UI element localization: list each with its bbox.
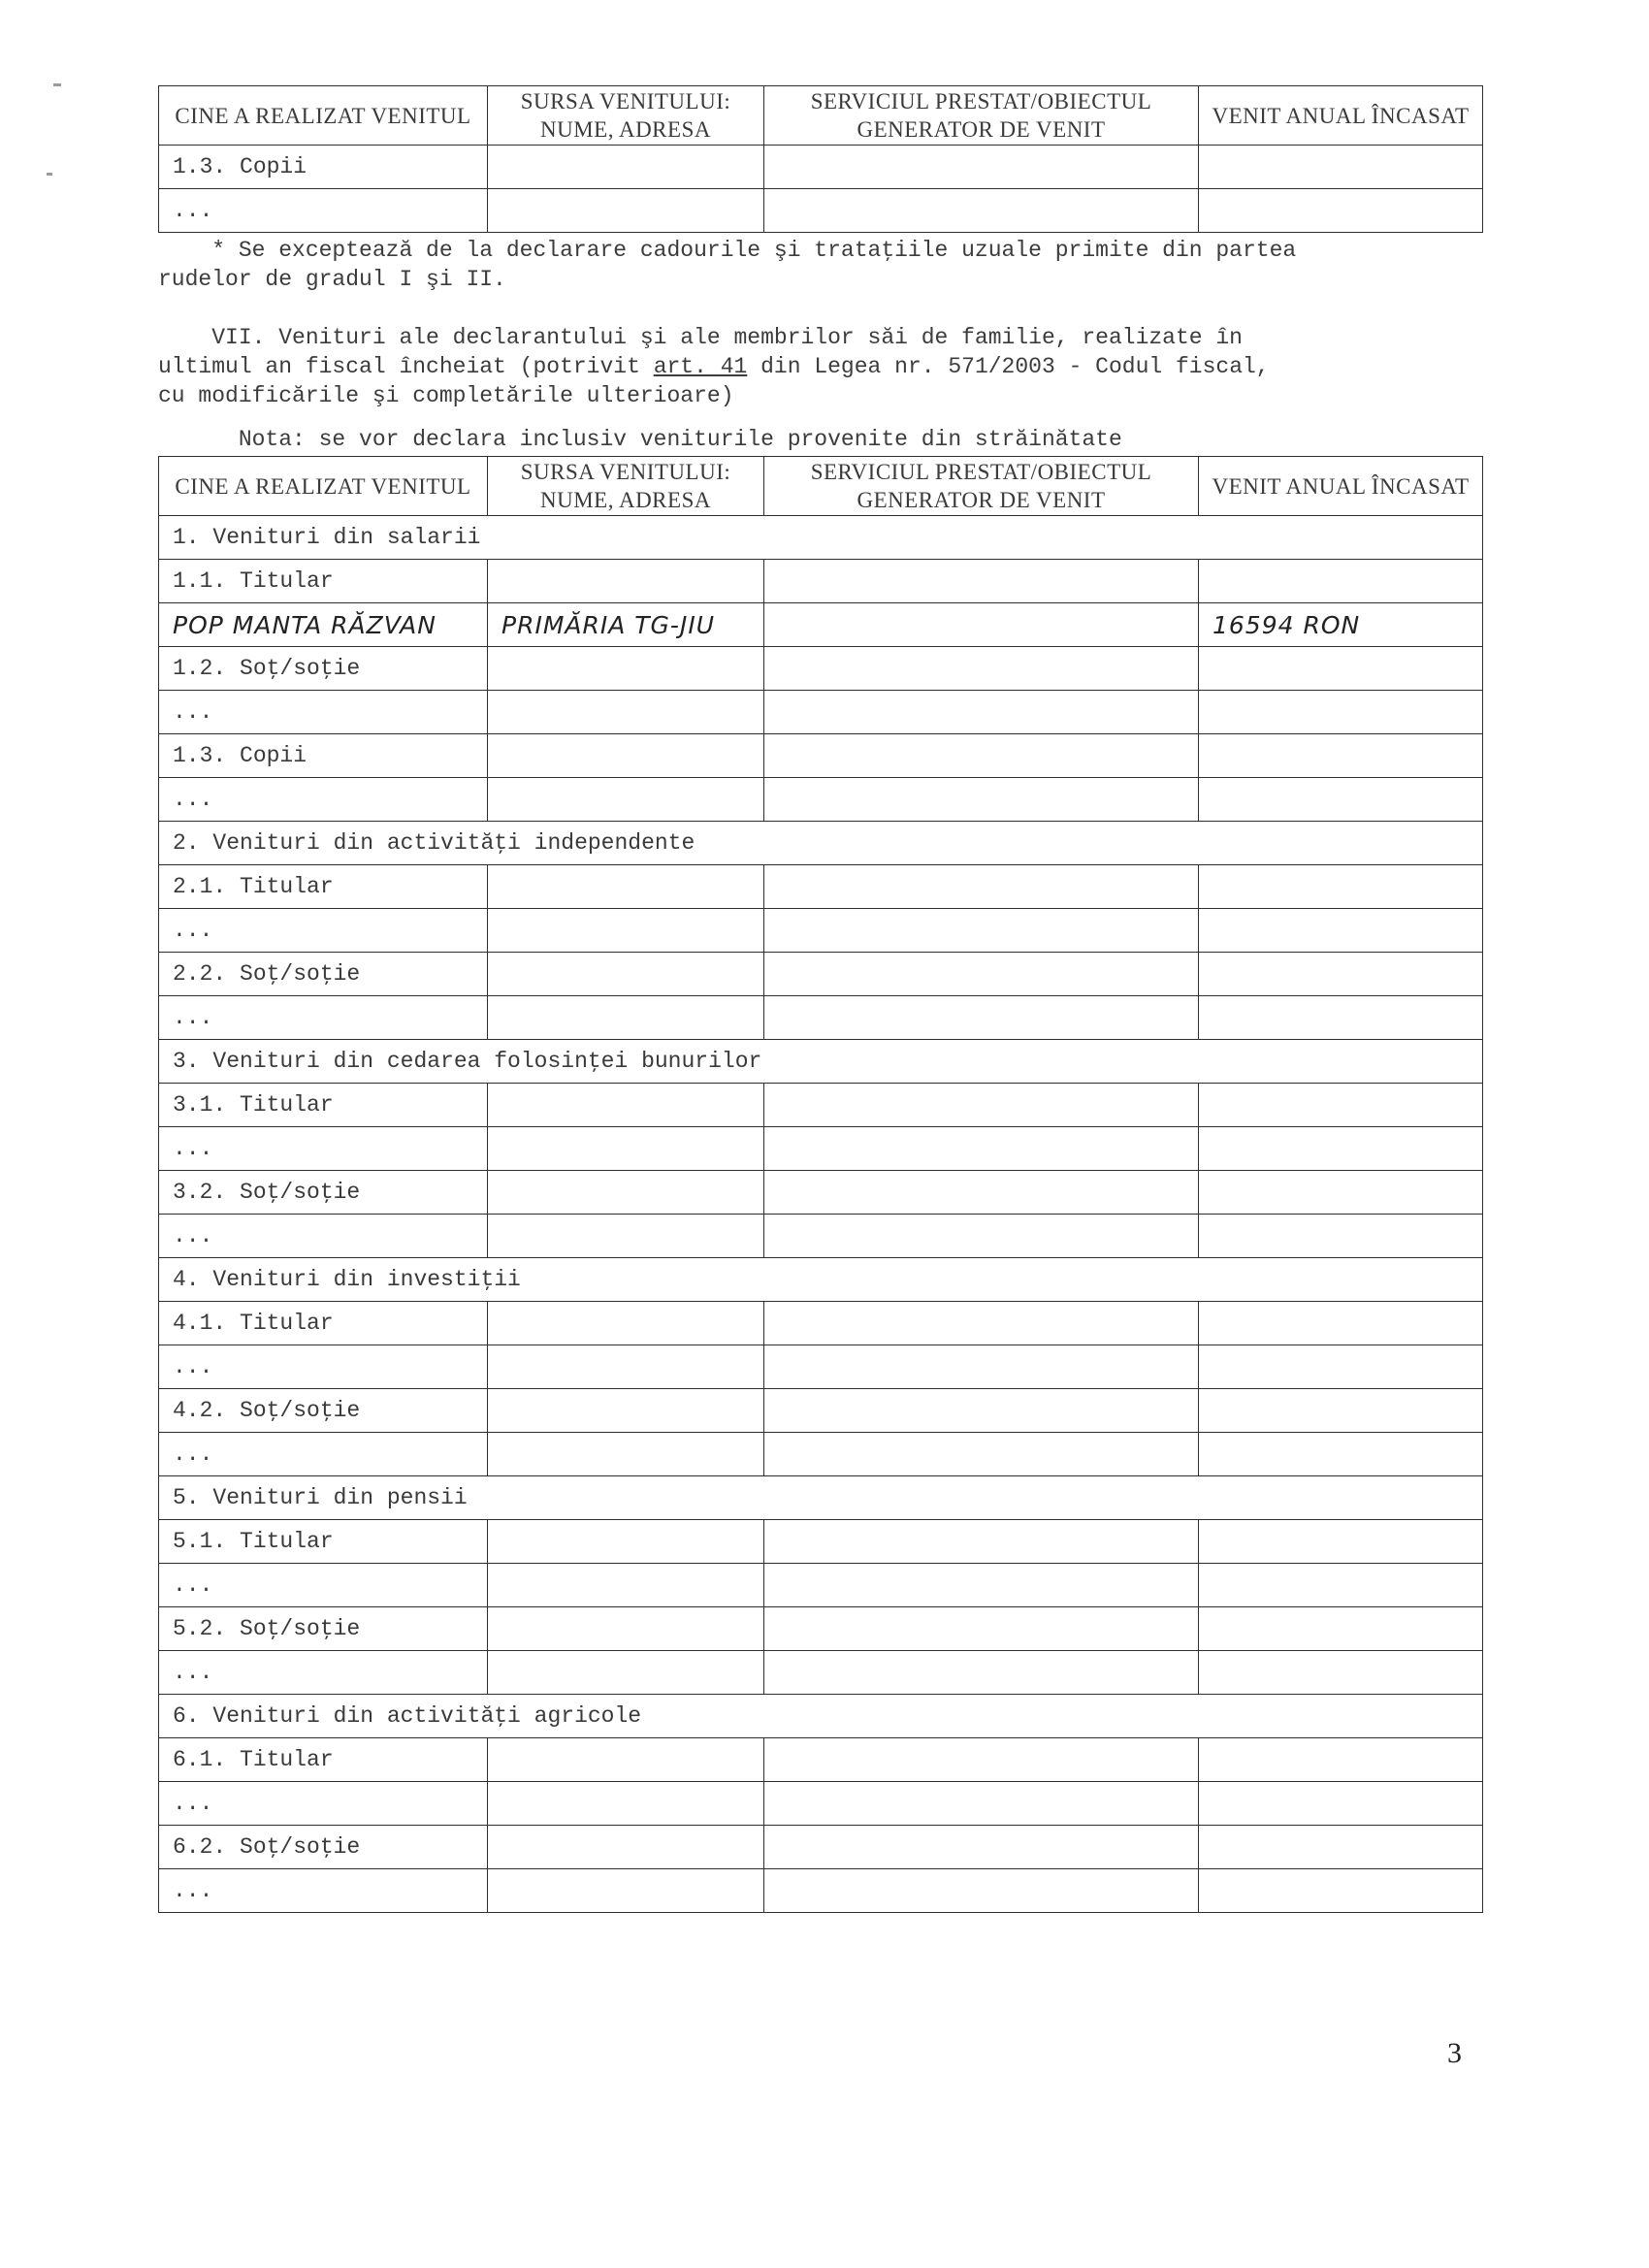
row-label: ... (159, 1782, 488, 1826)
row-label: 2.1. Titular (159, 865, 488, 909)
table-row (159, 1738, 1483, 1782)
amount-cell (1199, 1607, 1483, 1651)
section-label: 6. Venituri din activităţi agricole (159, 1695, 1483, 1738)
table-row (159, 778, 1483, 822)
source-cell (488, 1345, 764, 1389)
source-cell (488, 1084, 764, 1127)
amount-cell (1199, 1520, 1483, 1564)
row-label: ... (159, 1127, 488, 1171)
source-cell (488, 734, 764, 778)
amount-cell (1199, 1651, 1483, 1695)
section-label: 1. Venituri din salarii (159, 516, 1483, 560)
row-label: 5.2. Soţ/soţie (159, 1607, 488, 1651)
row-label: 1.3. Copii (159, 146, 488, 189)
section-row (159, 1476, 1483, 1520)
service-cell (764, 734, 1199, 778)
header-serviciul: SERVICIUL PRESTAT/OBIECTUL GENERATOR DE VENIT (764, 86, 1199, 146)
source-cell (488, 1127, 764, 1171)
amount-cell (1199, 778, 1483, 822)
source-cell (488, 778, 764, 822)
table-row (159, 1215, 1483, 1258)
amount-cell (1199, 734, 1483, 778)
amount-cell (1199, 1389, 1483, 1433)
source-cell (488, 1302, 764, 1345)
row-label: 4.2. Soţ/soţie (159, 1389, 488, 1433)
table-row (159, 1433, 1483, 1476)
row-label: 6.2. Soţ/soţie (159, 1826, 488, 1869)
row-label: ... (159, 1651, 488, 1695)
service-cell (764, 1869, 1199, 1913)
amount-cell (1199, 647, 1483, 691)
service-cell (764, 146, 1199, 189)
source-cell (488, 865, 764, 909)
service-cell (764, 1215, 1199, 1258)
table-row (159, 691, 1483, 734)
row-label: ... (159, 996, 488, 1040)
row-label: 3.2. Soţ/soţie (159, 1171, 488, 1215)
table-row (159, 1171, 1483, 1215)
section-vii-line (158, 352, 1487, 381)
table-row (159, 734, 1483, 778)
amount-cell (1199, 1869, 1483, 1913)
service-cell (764, 865, 1199, 909)
amount-cell (1199, 865, 1483, 909)
section-vii-line: cu modificările şi completările ulterioare) (158, 383, 734, 408)
table-row (159, 996, 1483, 1040)
source-cell (488, 146, 764, 189)
row-label: 3.1. Titular (159, 1084, 488, 1127)
amount-cell (1199, 996, 1483, 1040)
amount-cell (1199, 909, 1483, 953)
amount-cell (1199, 1564, 1483, 1607)
table-row (159, 1782, 1483, 1826)
source-cell (488, 1651, 764, 1695)
service-cell (764, 560, 1199, 603)
section-row (159, 822, 1483, 865)
table-row (159, 1520, 1483, 1564)
service-cell (764, 1171, 1199, 1215)
amount-cell (1199, 1302, 1483, 1345)
handwritten-row (159, 603, 1483, 647)
header-sursa: SURSA VENITULUI: NUME, ADRESA (488, 457, 764, 516)
row-label: 4.1. Titular (159, 1302, 488, 1345)
row-label: 2.2. Soţ/soţie (159, 953, 488, 996)
handwritten-amount-cell: 16594 RON (1199, 603, 1483, 647)
header-venit: VENIT ANUAL ÎNCASAT (1199, 457, 1483, 516)
source-cell (488, 1564, 764, 1607)
table-row (159, 909, 1483, 953)
table-row (159, 1084, 1483, 1127)
service-cell (764, 691, 1199, 734)
amount-cell (1199, 691, 1483, 734)
source-cell (488, 1433, 764, 1476)
table-row (159, 953, 1483, 996)
amount-cell (1199, 1215, 1483, 1258)
section-row (159, 516, 1483, 560)
table-row (159, 189, 1483, 233)
section-label: 3. Venituri din cedarea folosinţei bunurilor (159, 1040, 1483, 1084)
table-row (159, 146, 1483, 189)
service-cell (764, 778, 1199, 822)
service-cell (764, 647, 1199, 691)
source-cell (488, 560, 764, 603)
source-cell (488, 1171, 764, 1215)
section-label: 4. Venituri din investiţii (159, 1258, 1483, 1302)
row-label: 1.1. Titular (159, 560, 488, 603)
source-cell (488, 1389, 764, 1433)
row-label: 1.3. Copii (159, 734, 488, 778)
source-cell (488, 953, 764, 996)
service-cell (764, 1345, 1199, 1389)
row-label: ... (159, 1564, 488, 1607)
amount-cell (1199, 1127, 1483, 1171)
source-cell (488, 996, 764, 1040)
source-cell (488, 691, 764, 734)
row-label: ... (159, 189, 488, 233)
table-row (159, 1345, 1483, 1389)
footnote-line: * Se exceptează de la declarare cadourile şi trataţiile uzuale primite din partea (158, 238, 1297, 263)
source-cell (488, 1215, 764, 1258)
table-row (159, 1826, 1483, 1869)
amount-cell (1199, 1433, 1483, 1476)
section-vii-heading: VII. Venituri ale declarantului şi ale membrilor săi de familie, realizate în (158, 325, 1243, 350)
source-cell (488, 1826, 764, 1869)
source-cell (488, 909, 764, 953)
row-label: ... (159, 778, 488, 822)
amount-cell (1199, 560, 1483, 603)
section-vii-note: Nota: se vor declara inclusiv veniturile provenite din străinătate (158, 427, 1122, 452)
source-cell (488, 1782, 764, 1826)
amount-cell (1199, 1171, 1483, 1215)
handwritten-service-cell (764, 603, 1199, 647)
income-table-top (158, 85, 1483, 233)
amount-cell (1199, 1738, 1483, 1782)
section-row (159, 1258, 1483, 1302)
page-number: 3 (1447, 2037, 1462, 2069)
scan-mark (53, 83, 61, 86)
table-header-row (159, 457, 1483, 516)
source-cell (488, 1869, 764, 1913)
amount-cell (1199, 1345, 1483, 1389)
table-row (159, 1651, 1483, 1695)
handwritten-source-cell: PRIMĂRIA TG-JIU (488, 603, 764, 647)
amount-cell (1199, 1084, 1483, 1127)
row-label: ... (159, 1215, 488, 1258)
service-cell (764, 1607, 1199, 1651)
row-label: 5.1. Titular (159, 1520, 488, 1564)
table-header-row (159, 86, 1483, 146)
amount-cell (1199, 146, 1483, 189)
header-serviciul: SERVICIUL PRESTAT/OBIECTUL GENERATOR DE VENIT (764, 457, 1199, 516)
service-cell (764, 1433, 1199, 1476)
service-cell (764, 1084, 1199, 1127)
row-label: ... (159, 1433, 488, 1476)
table-row (159, 1869, 1483, 1913)
amount-cell (1199, 1782, 1483, 1826)
section-row (159, 1695, 1483, 1738)
table-row (159, 1607, 1483, 1651)
service-cell (764, 1738, 1199, 1782)
header-cine: CINE A REALIZAT VENITUL (159, 86, 488, 146)
service-cell (764, 189, 1199, 233)
source-cell (488, 1520, 764, 1564)
service-cell (764, 1651, 1199, 1695)
table-row (159, 865, 1483, 909)
row-label: ... (159, 1345, 488, 1389)
footnote-line: rudelor de gradul I şi II. (158, 267, 506, 292)
amount-cell (1199, 1826, 1483, 1869)
service-cell (764, 1302, 1199, 1345)
source-cell (488, 1607, 764, 1651)
law-article-link[interactable]: art. 41 (653, 354, 748, 379)
section-vii-text: ultimul an fiscal încheiat (potrivit (158, 354, 654, 379)
section-row (159, 1040, 1483, 1084)
service-cell (764, 1826, 1199, 1869)
service-cell (764, 1782, 1199, 1826)
header-venit: VENIT ANUAL ÎNCASAT (1199, 86, 1483, 146)
service-cell (764, 909, 1199, 953)
service-cell (764, 996, 1199, 1040)
row-label: 6.1. Titular (159, 1738, 488, 1782)
table-row (159, 560, 1483, 603)
service-cell (764, 1389, 1199, 1433)
amount-cell (1199, 953, 1483, 996)
source-cell (488, 189, 764, 233)
header-sursa: SURSA VENITULUI: NUME, ADRESA (488, 86, 764, 146)
source-cell (488, 1738, 764, 1782)
section-label: 2. Venituri din activităţi independente (159, 822, 1483, 865)
table-row (159, 1302, 1483, 1345)
row-label: ... (159, 691, 488, 734)
table-row (159, 1389, 1483, 1433)
table-row (159, 1127, 1483, 1171)
source-cell (488, 647, 764, 691)
row-label: ... (159, 909, 488, 953)
handwritten-row-label: POP MANTA RĂZVAN (159, 603, 488, 647)
section-label: 5. Venituri din pensii (159, 1476, 1483, 1520)
scan-mark (47, 173, 52, 176)
table-row (159, 1564, 1483, 1607)
service-cell (764, 953, 1199, 996)
service-cell (764, 1127, 1199, 1171)
header-cine: CINE A REALIZAT VENITUL (159, 457, 488, 516)
table-row (159, 647, 1483, 691)
service-cell (764, 1520, 1199, 1564)
service-cell (764, 1564, 1199, 1607)
row-label: ... (159, 1869, 488, 1913)
section-vii-text: din Legea nr. 571/2003 - Codul fiscal, (747, 354, 1270, 379)
amount-cell (1199, 189, 1483, 233)
row-label: 1.2. Soţ/soţie (159, 647, 488, 691)
income-table-main (158, 456, 1483, 1913)
